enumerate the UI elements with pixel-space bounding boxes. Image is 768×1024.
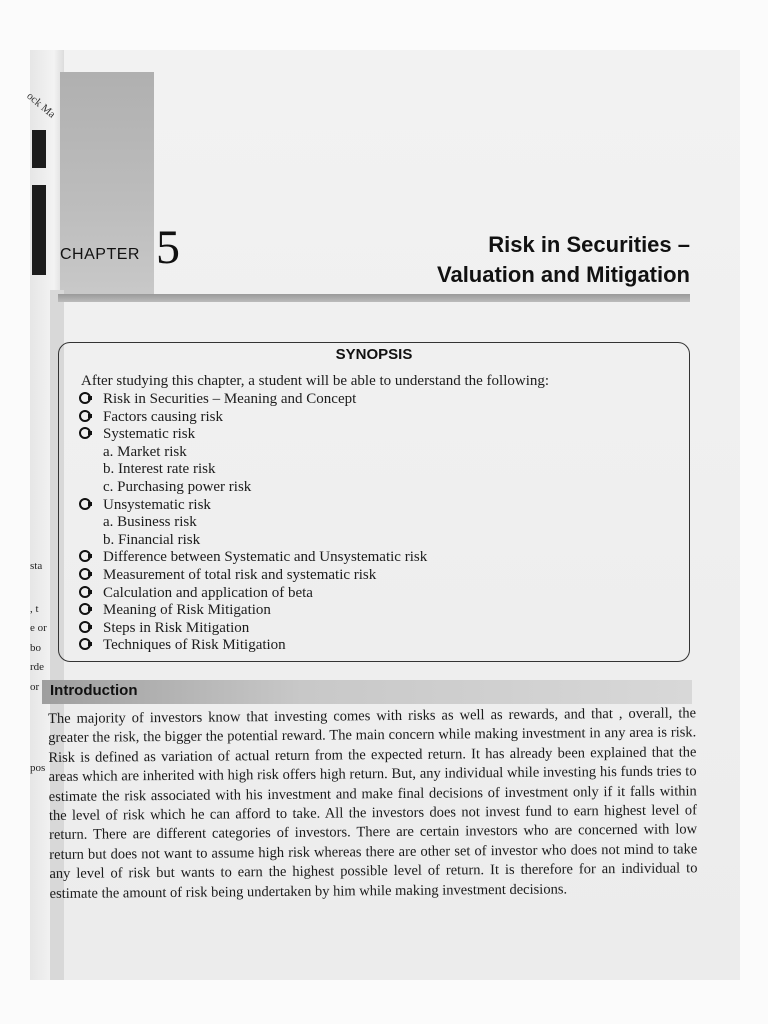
synopsis-item-text: a. Market risk <box>103 443 187 460</box>
synopsis-item <box>79 549 427 567</box>
book-page <box>24 50 740 980</box>
synopsis-item-text: Systematic risk <box>103 426 196 443</box>
arrow-bullet-icon <box>79 498 91 510</box>
gutter-fragment: pos <box>30 762 46 774</box>
gutter-fragment: or <box>30 681 40 693</box>
gutter-dark-block <box>32 130 46 168</box>
synopsis-item <box>79 514 427 532</box>
synopsis-item-text: b. Financial risk <box>103 531 201 548</box>
arrow-bullet-icon <box>79 427 91 439</box>
synopsis-item <box>79 567 427 585</box>
gutter-fragment: rde <box>30 661 45 673</box>
synopsis-item-text: Risk in Securities – Meaning and Concept <box>103 391 357 407</box>
arrow-bullet-icon <box>79 621 91 633</box>
introduction-body: The majority of investors know that investing comes with risks as well as rewards, and that , overall, the greater the risk, the bigger the potential reward. The main concern while making investment in any area is risk. Risk is defined as variation of actual return from the expected return. It has already been explained that the areas which are inherited with high risk offers high return. But, any individual while investing his funds tries to estimate the risk associated with his investment and make final decisions of investment only if it falls within the level of risk which he can afford to take. All the investors does not invest fund to earn highest level of return. There are different categories of investors. There are certain investors who are concerned with low return but does not want to assume high risk whereas there are other set of investor who does not mind to take any level of risk but wants to earn the highest possible level of return. It is therefore for an individual to estimate the amount of risk being undertaken by him while making investment decisions. <box>48 705 698 902</box>
synopsis-item-text: c. Purchasing power risk <box>103 478 252 495</box>
synopsis-item <box>79 602 427 620</box>
synopsis-item <box>79 479 427 497</box>
chapter-grey-band <box>60 72 154 300</box>
synopsis-item <box>79 391 427 409</box>
chapter-title-line-1: Risk in Securities – <box>488 232 690 257</box>
arrow-bullet-icon <box>79 638 91 650</box>
synopsis-item <box>79 461 427 479</box>
gutter-fragment: , t <box>30 603 39 615</box>
gutter-fragment: sta <box>30 560 43 572</box>
synopsis-item <box>79 620 427 638</box>
gutter-fragment-top: ock Ma <box>24 90 58 121</box>
arrow-bullet-icon <box>79 586 91 598</box>
chapter-title-line-2: Valuation and Mitigation <box>437 262 690 287</box>
arrow-bullet-icon <box>79 550 91 562</box>
synopsis-item <box>79 444 427 462</box>
arrow-bullet-icon <box>79 603 91 615</box>
synopsis-item-text: Difference between Systematic and Unsystematic risk <box>103 549 428 566</box>
gutter-fragment: bo <box>30 642 41 654</box>
synopsis-intro: After studying this chapter, a student will be able to understand the following: <box>81 373 550 389</box>
synopsis-box <box>58 342 690 662</box>
chapter-title <box>437 230 690 290</box>
synopsis-item-text: Unsystematic risk <box>103 496 211 513</box>
chapter-number: 5 <box>156 221 180 274</box>
synopsis-heading: SYNOPSIS <box>335 346 413 363</box>
arrow-bullet-icon <box>79 392 91 404</box>
synopsis-item <box>79 409 427 427</box>
synopsis-item-text: Calculation and application of beta <box>103 584 313 601</box>
arrow-bullet-icon <box>79 410 91 422</box>
title-rule <box>58 294 690 302</box>
synopsis-item-text: Measurement of total risk and systematic risk <box>103 566 377 583</box>
synopsis-item-text: b. Interest rate risk <box>103 461 216 478</box>
introduction-heading: Introduction <box>50 682 138 699</box>
gutter-dark-block <box>32 185 46 275</box>
synopsis-item-text: Factors causing risk <box>103 408 223 425</box>
arrow-bullet-icon <box>79 568 91 580</box>
synopsis-item <box>79 637 427 655</box>
synopsis-item <box>79 585 427 603</box>
chapter-label: CHAPTER <box>60 246 140 263</box>
synopsis-item-text: a. Business risk <box>103 514 197 531</box>
synopsis-item-text: Meaning of Risk Mitigation <box>103 602 271 619</box>
introduction-heading-bar <box>42 680 692 704</box>
synopsis-item <box>79 497 427 515</box>
synopsis-item <box>79 426 427 444</box>
synopsis-item <box>79 532 427 550</box>
synopsis-item-text: Techniques of Risk Mitigation <box>103 637 286 654</box>
synopsis-list <box>79 391 427 655</box>
gutter-fragment: e or <box>30 622 47 634</box>
synopsis-item-text: Steps in Risk Mitigation <box>103 619 250 636</box>
